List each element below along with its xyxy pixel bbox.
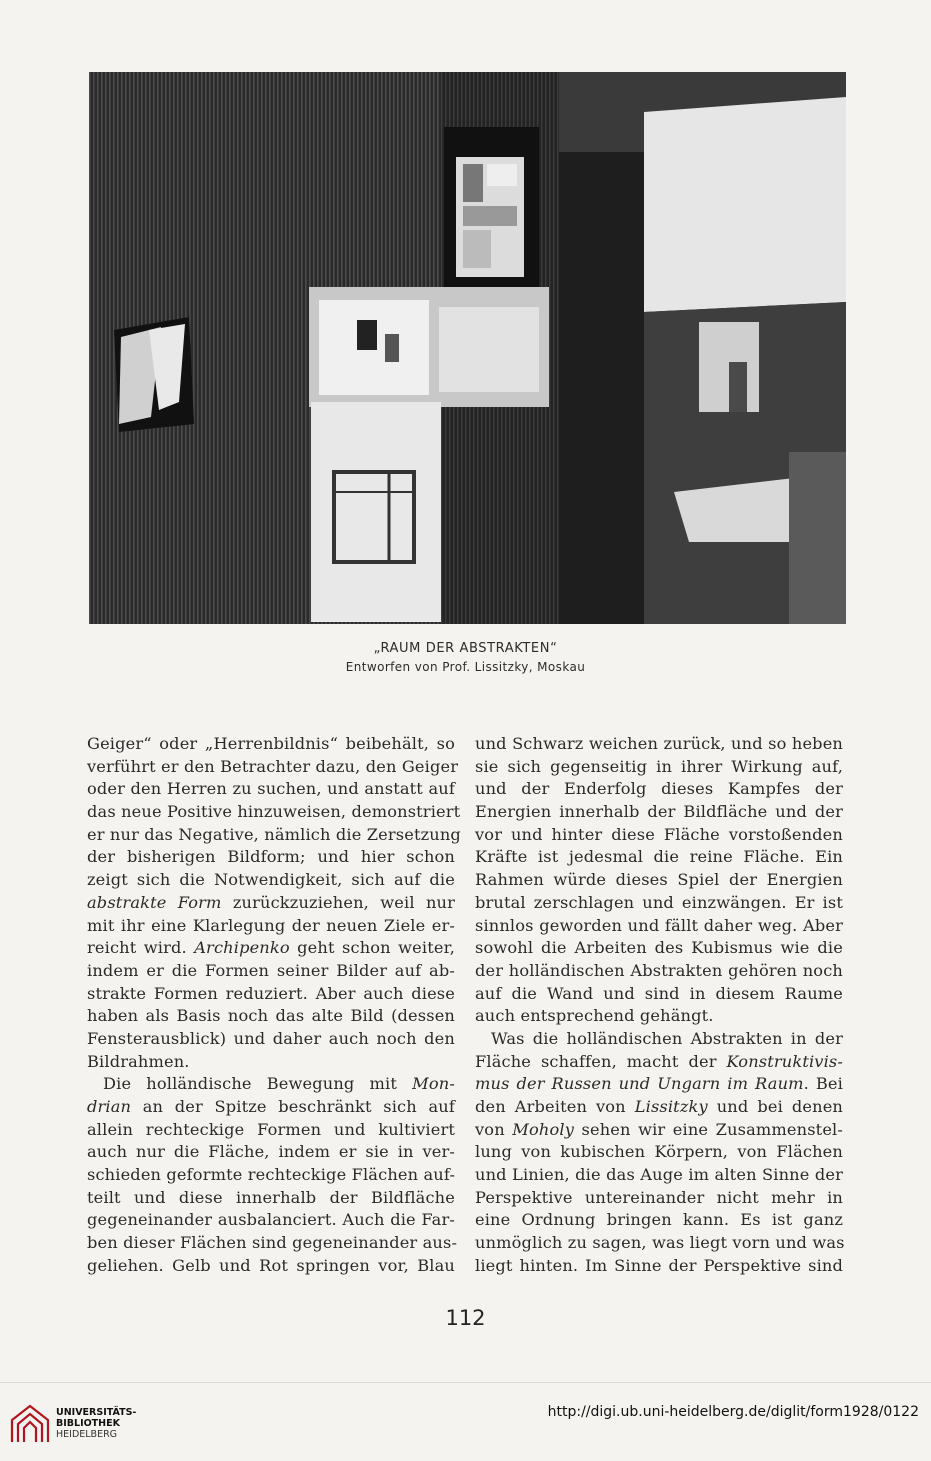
text-line [475,1164,843,1187]
source-url-link[interactable]: http://digi.ub.uni-heidelberg.de/diglit/form1928/0122 [547,1404,919,1420]
text-line [475,1073,843,1096]
text-line [475,937,843,960]
text-line [87,733,455,756]
italic-text: Mon- [412,1074,455,1094]
text-line [475,960,843,983]
text-line [475,733,843,756]
text-line [87,1119,455,1142]
text-run: Kräfte ist jedesmal die reine Fläche. Ein [475,847,843,867]
text-line [475,824,843,847]
text-line [475,892,843,915]
text-run: auch entsprechend gehängt. [475,1006,714,1026]
text-line [87,824,461,847]
logo-line-1: UNIVERSITÄTS- [56,1407,137,1418]
page-number: 112 [445,1306,486,1330]
text-run: . Bei [803,1074,843,1094]
text-run: und bei denen [707,1097,843,1116]
text-line [475,983,843,1006]
text-run: teilt und diese innerhalb der Bildfläche [87,1187,455,1207]
text-run: eine Ordnung bringen kann. Es ist ganz [475,1210,843,1230]
text-line [87,1096,455,1119]
text-run: allein rechteckige Formen und kultiviert [87,1119,455,1139]
text-column-right [475,733,843,1278]
text-run: oder den Herren zu suchen, und anstatt auf [87,779,455,799]
text-line [475,869,843,892]
italic-text: abstrakte Form [87,892,222,912]
exhibition-room-photo [89,72,846,624]
text-line [475,1187,843,1210]
logo-line-2: BIBLIOTHEK [56,1418,120,1429]
text-line [87,892,455,915]
text-line [475,756,843,779]
text-run: geliehen. Gelb und Rot springen vor, Blau [87,1255,455,1275]
text-run: mit ihr eine Klarlegung der neuen Ziele er- [87,915,455,935]
text-line [475,1255,843,1278]
text-run: das neue Positive hinzuweisen, demonstriert [87,802,461,822]
text-line [475,1005,843,1028]
text-column-left [87,733,461,1278]
text-line [87,1028,455,1051]
text-run: Perspektive untereinander nicht mehr in [475,1187,843,1207]
text-run: sie sich gegenseitig in ihrer Wirkung auf, [475,756,843,776]
text-run: lung von kubischen Körpern, von Flächen [475,1142,843,1162]
text-line [87,1164,455,1187]
text-run: schieden geformte rechteckige Flächen auf- [87,1165,456,1185]
text-run: Energien innerhalb der Bildfläche und der [475,802,843,822]
text-line [87,1187,455,1210]
text-run: der bisherigen Bildform; und hier schon [87,847,455,867]
text-line [475,801,843,824]
italic-text: mus der Russen und Ungarn im Raum [475,1074,804,1094]
text-run: unmöglich zu sagen, was liegt vorn und was [475,1233,845,1253]
text-line [87,915,455,938]
text-run: haben als Basis noch das alte Bild (dessen [87,1006,455,1026]
text-run: gegeneinander ausbalanciert. Auch die Far- [87,1210,455,1230]
text-run: Geiger“ oder „Herrenbildnis“ beibehält, so [87,734,455,753]
text-run: und Linien, die das Auge im alten Sinne der [475,1165,843,1185]
italic-text: drian [87,1097,132,1116]
text-line [475,1051,843,1074]
text-line [475,1232,843,1255]
text-line [475,1028,843,1051]
text-run: Was die holländischen Abstrakten in der [491,1028,843,1048]
italic-text: Konstruktivis- [726,1051,843,1071]
text-line [87,1209,455,1232]
text-run: indem er die Formen seiner Bilder auf ab- [87,960,455,980]
text-run: von [475,1119,513,1139]
text-line [87,1232,458,1255]
text-run: vor und hinter diese Fläche vorstoßenden [475,824,843,844]
text-run: zeigt sich die Notwendigkeit, sich auf die [87,870,455,890]
text-line [475,915,843,938]
italic-text: Archipenko [194,938,290,958]
text-line [87,778,455,801]
text-run: Fläche schaffen, macht der [475,1051,727,1071]
text-line [475,846,843,869]
text-line [475,778,843,801]
text-run: liegt hinten. Im Sinne der Perspektive sind [475,1255,843,1275]
library-logo-text [56,1407,136,1440]
text-run: geht schon weiter, [289,938,455,958]
figure-caption-title: „RAUM DER ABSTRAKTEN“ [373,641,558,656]
text-line [87,937,455,960]
text-run: den Arbeiten von [475,1097,635,1116]
text-line [87,1141,455,1164]
figure-caption-subtitle: Entworfen von Prof. Lissitzky, Moskau [345,660,586,674]
text-line [87,1255,455,1278]
text-run: verführt er den Betrachter dazu, den Geiger [87,756,459,776]
text-line [87,756,459,779]
text-run: sehen wir eine Zusammenstel- [574,1119,843,1139]
text-line [87,1051,455,1074]
library-logo-icon [8,1402,52,1446]
text-line [475,1119,843,1142]
text-run: Fensterausblick) und daher auch noch den [87,1028,455,1048]
text-line [87,1073,455,1096]
italic-text: Lissitzky [634,1097,708,1116]
italic-text: Moholy [512,1119,574,1139]
text-run: er nur das Negative, nämlich die Zersetzung [87,824,461,844]
text-line [87,1005,455,1028]
text-run: an der Spitze beschränkt sich auf [131,1097,455,1116]
text-run: Die holländische Bewegung mit [103,1074,413,1094]
text-run: zurückzuziehen, weil nur [221,892,455,912]
text-line [87,846,455,869]
logo-line-3: HEIDELBERG [56,1429,118,1440]
photo-illustration [89,72,846,624]
footer-divider [0,1382,931,1383]
text-run: Bildrahmen. [87,1051,190,1071]
text-line [87,869,455,892]
text-line [87,960,455,983]
text-run: auch nur die Fläche, indem er sie in ver- [87,1142,455,1162]
text-run: ben dieser Flächen sind gegeneinander aus- [87,1233,458,1253]
text-line [475,1096,843,1119]
text-run: auf die Wand und sind in diesem Raume [475,983,843,1003]
text-run: und Schwarz weichen zurück, und so heben [475,734,843,753]
text-line [87,801,461,824]
text-run: reicht wird. [87,938,195,958]
text-run: sinnlos geworden und fällt daher weg. Aber [475,915,843,935]
text-run: und der Enderfolg dieses Kampfes der [475,779,843,799]
text-run: Rahmen würde dieses Spiel der Energien [475,870,843,890]
text-line [475,1141,843,1164]
text-run: der holländischen Abstrakten gehören noch [475,960,843,980]
text-line [475,1209,843,1232]
text-run: brutal zerschlagen und einzwängen. Er ist [475,892,843,912]
text-line [87,983,455,1006]
text-run: sowohl die Arbeiten des Kubismus wie die [475,938,843,958]
text-run: strakte Formen reduziert. Aber auch diese [87,983,455,1003]
